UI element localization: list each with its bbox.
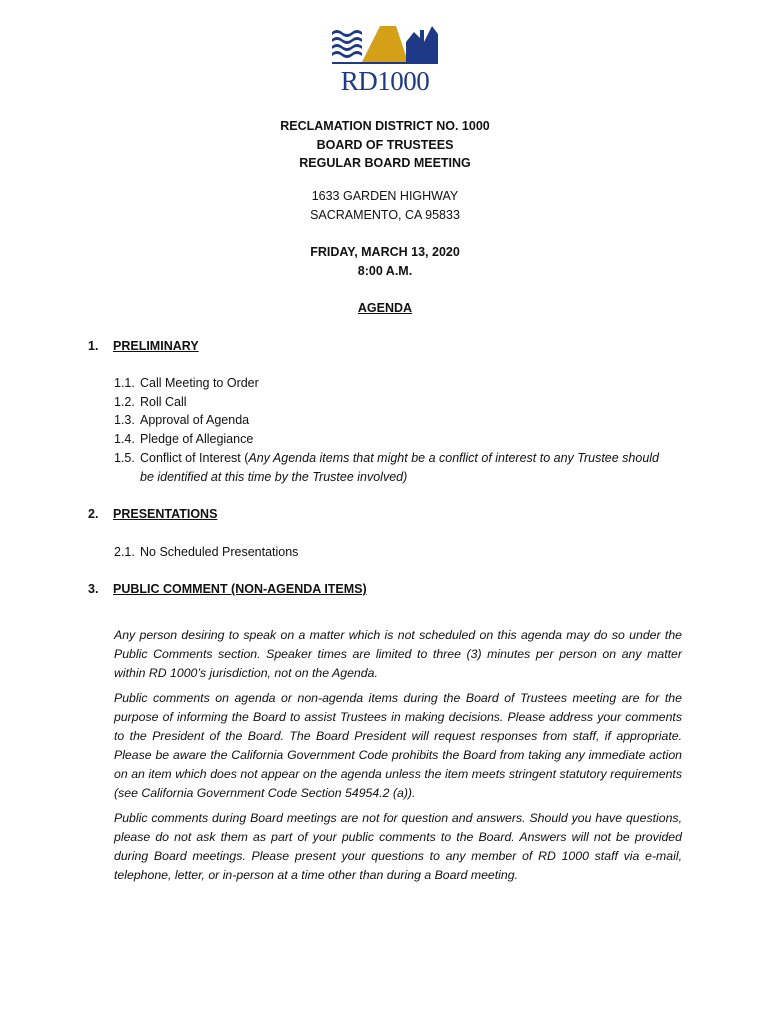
section-preliminary bbox=[88, 337, 199, 355]
board-name: BOARD OF TRUSTEES bbox=[316, 137, 454, 152]
district-name: RECLAMATION DISTRICT NO. 1000 bbox=[280, 119, 490, 133]
meeting-type: REGULAR BOARD MEETING bbox=[299, 156, 471, 170]
public-comment-paragraph: Public comments on agenda or non-agenda items during the Board of Trustees meeting are for the purpose of informing the Board to assist Trustees in making decisions. Please address your comments to the President of the Board. The Board President will request responses from staff, if appropriate. Please be aware the California Government Code prohibits the Board from taking any immediate action on an item which does not appear on the agenda unless the item meets stringent statutory requirements (see California Government Code Section 54954.2 (a)). bbox=[114, 691, 682, 800]
item-number: 1.4. bbox=[114, 432, 135, 446]
agenda-item bbox=[114, 411, 694, 430]
meeting-address bbox=[0, 187, 770, 224]
item-text: Conflict of Interest ( bbox=[140, 451, 249, 465]
section-number: 3. bbox=[88, 582, 99, 596]
meeting-datetime bbox=[0, 243, 770, 280]
section-presentations bbox=[88, 505, 217, 523]
section-title: PRESENTATIONS bbox=[113, 507, 218, 521]
agenda-label: AGENDA bbox=[357, 301, 413, 315]
item-text: Call Meeting to Order bbox=[140, 376, 259, 390]
logo-wordmark: RD1000 bbox=[340, 66, 430, 96]
agenda-item bbox=[114, 543, 694, 562]
item-text-italic: Any Agenda items that might be a conflict of interest to any Trustee should bbox=[248, 451, 660, 465]
item-number: 2.1. bbox=[114, 545, 135, 559]
meeting-time: 8:00 A.M. bbox=[357, 263, 413, 278]
agenda-item bbox=[114, 393, 694, 412]
agenda-title bbox=[0, 299, 770, 318]
section-title: PRELIMINARY bbox=[113, 339, 199, 353]
agenda-item bbox=[114, 430, 694, 449]
item-number: 1.3. bbox=[114, 413, 135, 427]
meeting-date: FRIDAY, MARCH 13, 2020 bbox=[310, 245, 460, 259]
address-city: SACRAMENTO, CA 95833 bbox=[310, 207, 460, 222]
item-text-continuation: be identified at this time by the Trustee involved) bbox=[140, 469, 408, 484]
rd1000-logo-icon bbox=[328, 22, 442, 66]
public-comment-paragraph: Public comments during Board meetings are not for question and answers. Should you have questions, please do not ask them as part of your public comments to the Board. Answers will not be provided during Board meetings. Please present your questions to any member of RD 1000 staff via e-mail, telephone, letter, or in-person at a time other than during a Board meeting. bbox=[114, 811, 682, 882]
address-street: 1633 GARDEN HIGHWAY bbox=[311, 189, 459, 203]
item-text: Approval of Agenda bbox=[140, 413, 250, 427]
item-text: Roll Call bbox=[140, 395, 187, 409]
item-number: 1.2. bbox=[114, 395, 135, 409]
meeting-header bbox=[0, 117, 770, 173]
rd1000-logo bbox=[328, 22, 442, 96]
section-number: 2. bbox=[88, 507, 99, 521]
public-comment-paragraph: Any person desiring to speak on a matter which is not scheduled on this agenda may do so under the Public Comments section. Speaker times are limited to three (3) minutes per person on any matter within RD 1000’s jurisdiction, not on the Agenda. bbox=[114, 628, 682, 680]
item-number: 1.1. bbox=[114, 376, 135, 390]
item-number: 1.5. bbox=[114, 451, 135, 465]
section-title: PUBLIC COMMENT (NON-AGENDA ITEMS) bbox=[113, 582, 367, 596]
item-text: Pledge of Allegiance bbox=[140, 432, 254, 446]
agenda-item bbox=[114, 449, 694, 487]
section-public-comment bbox=[88, 580, 367, 598]
agenda-item bbox=[114, 374, 694, 393]
section-number: 1. bbox=[88, 339, 99, 353]
item-text: No Scheduled Presentations bbox=[140, 545, 299, 559]
